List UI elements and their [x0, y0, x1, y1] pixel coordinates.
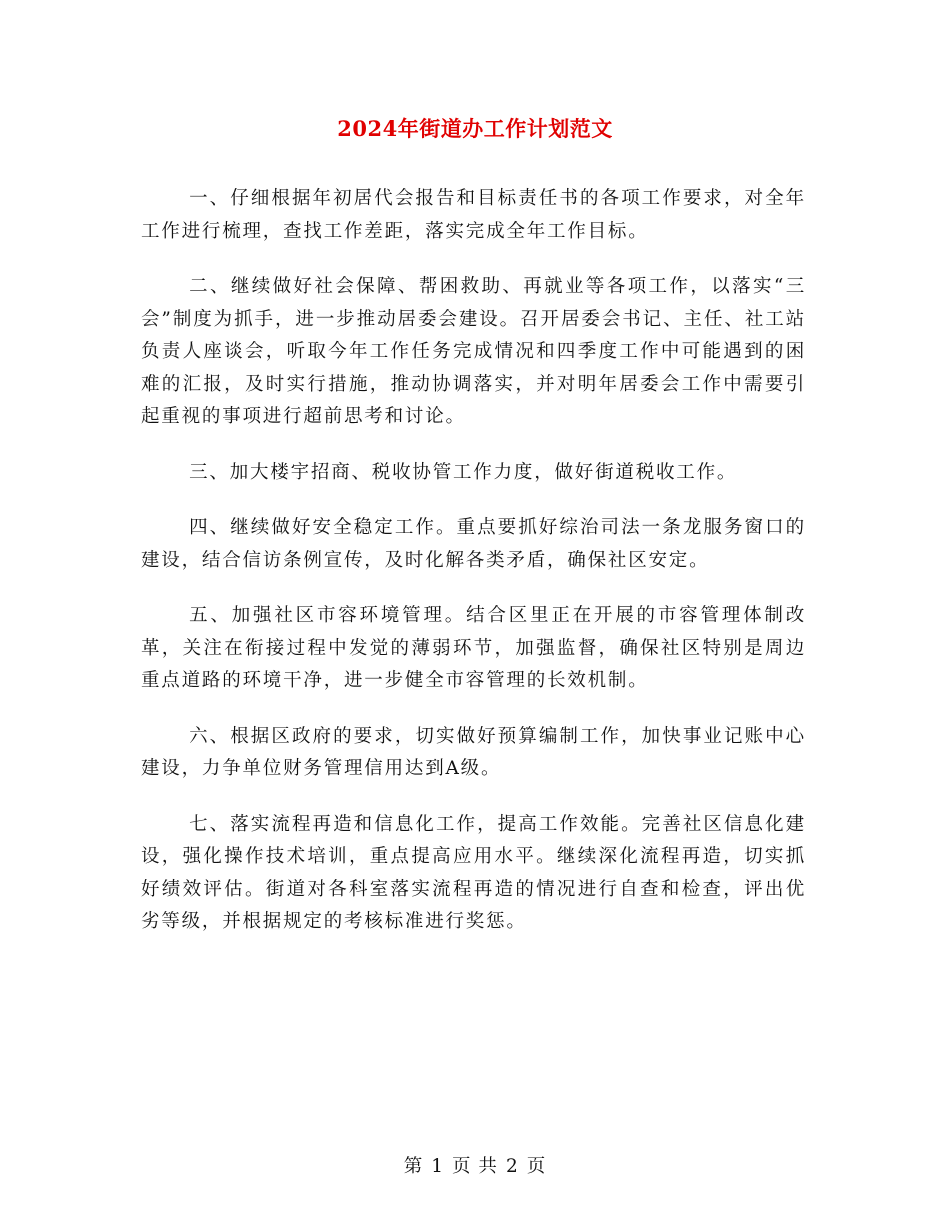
paragraph-4: 四、继续做好安全稳定工作。重点要抓好综治司法一条龙服务窗口的建设，结合信访条例宣传，及时化解各类矛盾，确保社区安定。 — [141, 517, 806, 571]
footer-page-total: 2 — [505, 1156, 519, 1177]
paragraph-3: 三、加大楼宇招商、税收协管工作力度，做好街道税收工作。 — [189, 461, 738, 483]
document-title: 2024年街道办工作计划范文 — [337, 116, 613, 141]
paragraph-5: 五、加强社区市容环境管理。结合区里正在开展的市容管理体制改革，关注在衔接过程中发觉的薄弱环节，加强监督，确保社区特别是周边重点道路的环境干净，进一步健全市容管理的长效机制。 — [141, 605, 806, 691]
paragraph-2: 二、继续做好社会保障、帮困救助、再就业等各项工作，以落实“三会”制度为抓手，进一步推动居委会建设。召开居委会书记、主任、社工站负责人座谈会，听取今年工作任务完成情况和四季度工作中可能遇到的困难的汇报，及时实行措施，推动协调落实，并对明年居委会工作中需要引起重视的事项进行超前思考和讨论。 — [141, 276, 806, 427]
paragraph-7: 七、落实流程再造和信息化工作，提高工作效能。完善社区信息化建设，强化操作技术培训，重点提高应用水平。继续深化流程再造，切实抓好绩效评估。街道对各科室落实流程再造的情况进行自查和检查，评出优劣等级，并根据规定的考核标准进行奖惩。 — [141, 813, 806, 932]
footer-page-number: 1 — [431, 1156, 445, 1177]
footer-page-suffix: 页 — [526, 1156, 547, 1177]
footer-page-prefix: 第 — [403, 1156, 424, 1177]
document-body — [141, 183, 806, 962]
paragraph-6: 六、根据区政府的要求，切实做好预算编制工作，加快事业记账中心建设，力争单位财务管理信用达到A级。 — [141, 725, 806, 779]
page-footer — [0, 1152, 950, 1178]
paragraph-1: 一、仔细根据年初居代会报告和目标责任书的各项工作要求，对全年工作进行梳理，查找工作差距，落实完成全年工作目标。 — [141, 188, 806, 242]
footer-page-mid: 页 共 — [452, 1156, 498, 1177]
